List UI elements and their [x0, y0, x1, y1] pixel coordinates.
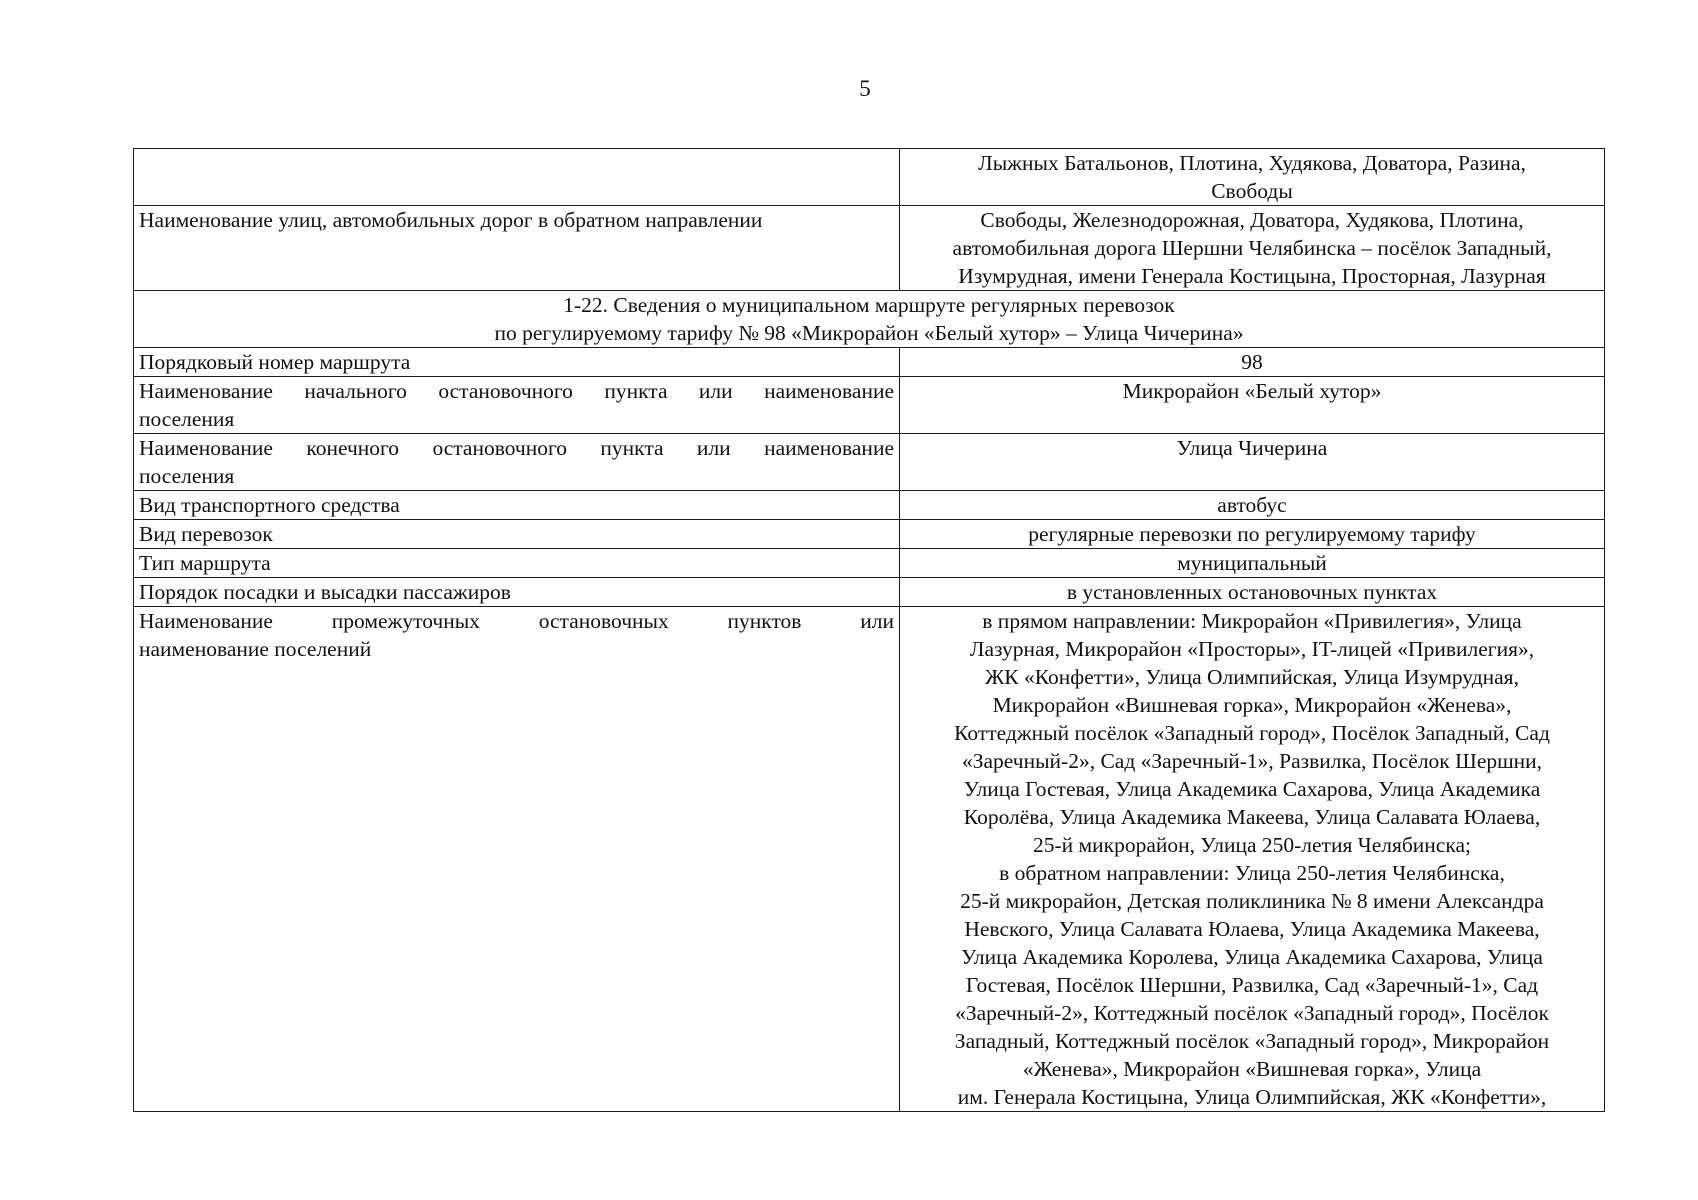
cell-line: Наименование промежуточных остановочных пунктов или: [139, 609, 894, 633]
route-type-value: муниципальный: [900, 549, 1605, 578]
table-row: [134, 491, 1605, 520]
section-heading: [134, 291, 1605, 348]
reverse-streets-label: Наименование улиц, автомобильных дорог в обратном направлении: [134, 206, 900, 291]
cell-line: Свободы, Железнодорожная, Доватора, Худякова, Плотина,: [980, 208, 1524, 232]
table-row: [134, 607, 1605, 1112]
table-row: [134, 549, 1605, 578]
table-row: [134, 434, 1605, 491]
section-heading-line: 1-22. Сведения о муниципальном маршруте регулярных перевозок: [563, 293, 1175, 317]
reverse-streets-value: [900, 206, 1605, 291]
cell-line: Невского, Улица Салавата Юлаева, Улица Академика Макеева,: [964, 917, 1540, 941]
vehicle-type-value: автобус: [900, 491, 1605, 520]
route-number-label: Порядковый номер маршрута: [134, 348, 900, 377]
cell-line: Западный, Коттеджный посёлок «Западный город», Микрорайон: [954, 1029, 1550, 1053]
route-number-value: 98: [900, 348, 1605, 377]
intermediate-stops-value: [900, 607, 1605, 1112]
cell-line: поселения: [139, 407, 235, 431]
end-stop-label: [134, 434, 900, 491]
cell-line: Наименование начального остановочного пункта или наименование: [139, 379, 894, 403]
table-row: [134, 206, 1605, 291]
section-heading-row: [134, 291, 1605, 348]
cell-line: в прямом направлении: Микрорайон «Привилегия», Улица: [982, 609, 1522, 633]
cell-line: Улица Академика Королева, Улица Академика Сахарова, Улица: [961, 945, 1543, 969]
cell-line: Лыжных Батальонов, Плотина, Худякова, Доватора, Разина,: [978, 151, 1526, 175]
start-stop-label: [134, 377, 900, 434]
transport-kind-label: Вид перевозок: [134, 520, 900, 549]
cell-line: в обратном направлении: Улица 250-летия Челябинска,: [999, 861, 1505, 885]
cell-line: наименование поселений: [139, 637, 372, 661]
cell-line: 25-й микрорайон, Детская поликлиника № 8 имени Александра: [960, 889, 1544, 913]
cell-line: им. Генерала Костицына, Улица Олимпийская, ЖК «Конфетти»,: [957, 1085, 1547, 1109]
route-type-label: Тип маршрута: [134, 549, 900, 578]
end-stop-value: Улица Чичерина: [900, 434, 1605, 491]
cell-line: Микрорайон «Вишневая горка», Микрорайон «Женева»,: [992, 693, 1512, 717]
page-number: 5: [859, 76, 871, 101]
boarding-order-value: в установленных остановочных пунктах: [900, 578, 1605, 607]
cell-line: Улица Гостевая, Улица Академика Сахарова, Улица Академика: [963, 777, 1541, 801]
cell-line: Изумрудная, имени Генерала Костицына, Просторная, Лазурная: [958, 264, 1546, 288]
route-info-table: [133, 148, 1605, 1112]
cell-line: Лазурная, Микрорайон «Просторы», IT-лицей «Привилегия»,: [969, 637, 1535, 661]
cell-line: Королёва, Улица Академика Макеева, Улица Салавата Юлаева,: [963, 805, 1541, 829]
cell-line: «Заречный-2», Сад «Заречный-1», Развилка, Посёлок Шершни,: [961, 749, 1543, 773]
continued-row-label: [134, 149, 900, 206]
cell-line: ЖК «Конфетти», Улица Олимпийская, Улица Изумрудная,: [985, 665, 1519, 689]
table-row: [134, 520, 1605, 549]
table-row: [134, 149, 1605, 206]
cell-line: «Заречный-2», Коттеджный посёлок «Западный город», Посёлок: [955, 1001, 1549, 1025]
vehicle-type-label: Вид транспортного средства: [134, 491, 900, 520]
table-row: [134, 377, 1605, 434]
section-heading-line: по регулируемому тарифу № 98 «Микрорайон «Белый хутор» – Улица Чичерина»: [494, 321, 1244, 345]
cell-line: Гостевая, Посёлок Шершни, Развилка, Сад «Заречный-1», Сад: [965, 973, 1539, 997]
boarding-order-label: Порядок посадки и высадки пассажиров: [134, 578, 900, 607]
intermediate-stops-label: [134, 607, 900, 1112]
cell-line: Коттеджный посёлок «Западный город», Посёлок Западный, Сад: [954, 721, 1550, 745]
cell-line: поселения: [139, 464, 235, 488]
cell-line: «Женева», Микрорайон «Вишневая горка», Улица: [1022, 1057, 1482, 1081]
table-row: [134, 348, 1605, 377]
transport-kind-value: регулярные перевозки по регулируемому тарифу: [900, 520, 1605, 549]
start-stop-value: Микрорайон «Белый хутор»: [900, 377, 1605, 434]
cell-line: 25-й микрорайон, Улица 250-летия Челябинска;: [1033, 833, 1471, 857]
continued-row-value: [900, 149, 1605, 206]
table-row: [134, 578, 1605, 607]
cell-line: автомобильная дорога Шершни Челябинска – посёлок Западный,: [952, 236, 1552, 260]
cell-line: Свободы: [1211, 179, 1293, 203]
cell-line: Наименование конечного остановочного пункта или наименование: [139, 436, 894, 460]
